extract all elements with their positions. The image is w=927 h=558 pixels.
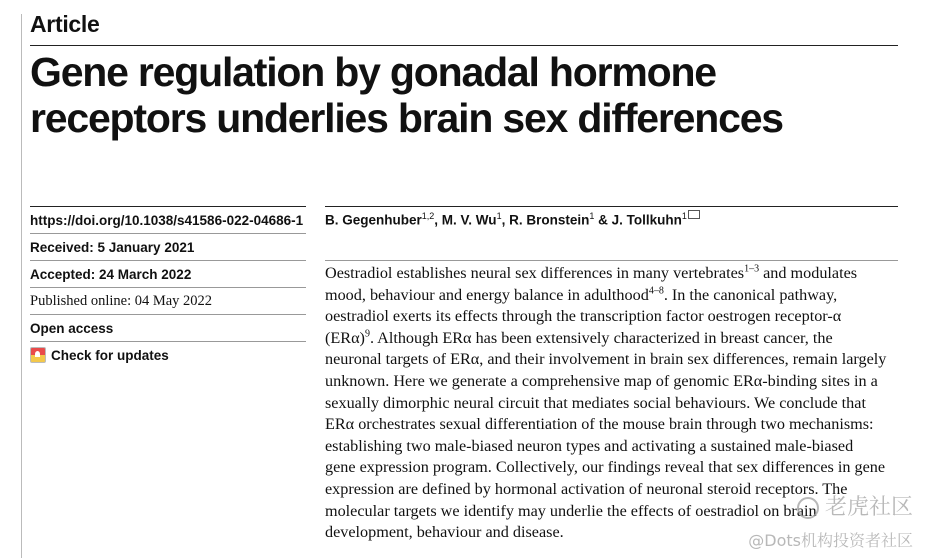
author-affiliation: 1,2 [421,211,435,221]
abstract-line [325,436,900,458]
abstract-line [325,306,900,328]
abstract-line [325,263,900,285]
author-separator: , [501,212,510,228]
abstract-line [325,328,900,350]
abstract-text: . In the canonical pathway, [663,285,838,304]
abstract-text: molecular targets we identify may underlie the effects of oestradiol on brain [325,501,817,520]
citation-ref[interactable]: 9 [364,328,370,340]
author-name[interactable]: R. Bronstein [509,212,590,228]
doi-link[interactable]: https://doi.org/10.1038/s41586-022-04686-1 [30,206,306,233]
accepted-date: Accepted: 24 March 2022 [30,260,306,287]
citation-ref[interactable]: 4–8 [648,285,664,297]
abstract-text: Oestradiol establishes neural sex differences in many vertebrates [325,264,745,282]
abstract-text: and modulates [759,264,858,282]
abstract-line [325,414,900,436]
check-for-updates-button[interactable] [30,341,306,368]
published-date: Published online: 04 May 2022 [30,287,306,314]
abstract-text: expression are defined by hormonal activation of neuronal steroid receptors. The [325,479,848,498]
left-margin-rule [21,14,22,558]
title-line-1: Gene regulation by gonadal hormone [30,49,716,95]
abstract-text: establishing two male-biased neuron types and activating a sustained male-biased [325,436,854,455]
author-affiliation: 1 [589,211,595,221]
abstract-text: neuronal targets of ERα, and their involvement in brain sex differences, remain largely [325,350,887,369]
author-name[interactable]: M. V. Wu [441,212,497,228]
section-label: Article [30,11,100,37]
abstract-text: ERα orchestrates sexual differentiation of the mouse brain through two mechanisms: [325,415,874,434]
abstract-text: (ERα) [325,328,365,347]
open-access-label: Open access [30,314,306,341]
abstract-text: gene expression program. Collectively, our findings reveal that sex differences in gene [325,458,886,477]
paw-icon [797,497,819,519]
abstract-line [325,457,900,479]
author-name[interactable]: J. Tollkuhn [611,212,682,228]
author-affiliation: 1 [496,211,502,221]
article-title [30,49,910,141]
header-rule [30,45,898,46]
abstract-line [325,349,900,371]
abstract-text: unknown. Here we generate a comprehensive map of genomic ERα-binding sites in a [325,371,878,390]
abstract-line [325,285,900,307]
article-metadata [30,206,306,368]
abstract-line [325,393,900,415]
title-line-2: receptors underlies brain sex differences [30,95,783,141]
abstract-line [325,371,900,393]
author-list [325,211,700,228]
abstract-text: . Although ERα has been extensively characterized in breast cancer, the [369,328,833,347]
abstract-text: oestradiol exerts its effects through the transcription factor oestrogen receptor-α [325,307,842,326]
author-separator: , [434,212,442,228]
watermark-text-1: 老虎社区 [824,495,913,520]
author-separator: & [594,212,612,228]
received-date: Received: 5 January 2021 [30,233,306,260]
author-affiliation: 1 [681,211,687,221]
envelope-icon[interactable] [688,210,700,219]
watermark-line-2: @Dots机构投资者社区 [748,531,913,550]
abstract-text: development, behaviour and disease. [325,523,564,542]
abstract-text: mood, behaviour and energy balance in adulthood [325,285,649,304]
citation-ref[interactable]: 1–3 [744,263,760,275]
author-name[interactable]: B. Gegenhuber [325,212,422,228]
check-for-updates-icon [30,347,46,363]
abstract-rule [325,260,898,261]
authors-rule [325,206,898,207]
watermark-line-1 [797,490,913,521]
check-for-updates-label: Check for updates [51,347,169,363]
abstract-text: sexually dimorphic neural circuit that mediates social behaviours. We conclude that [325,393,866,412]
